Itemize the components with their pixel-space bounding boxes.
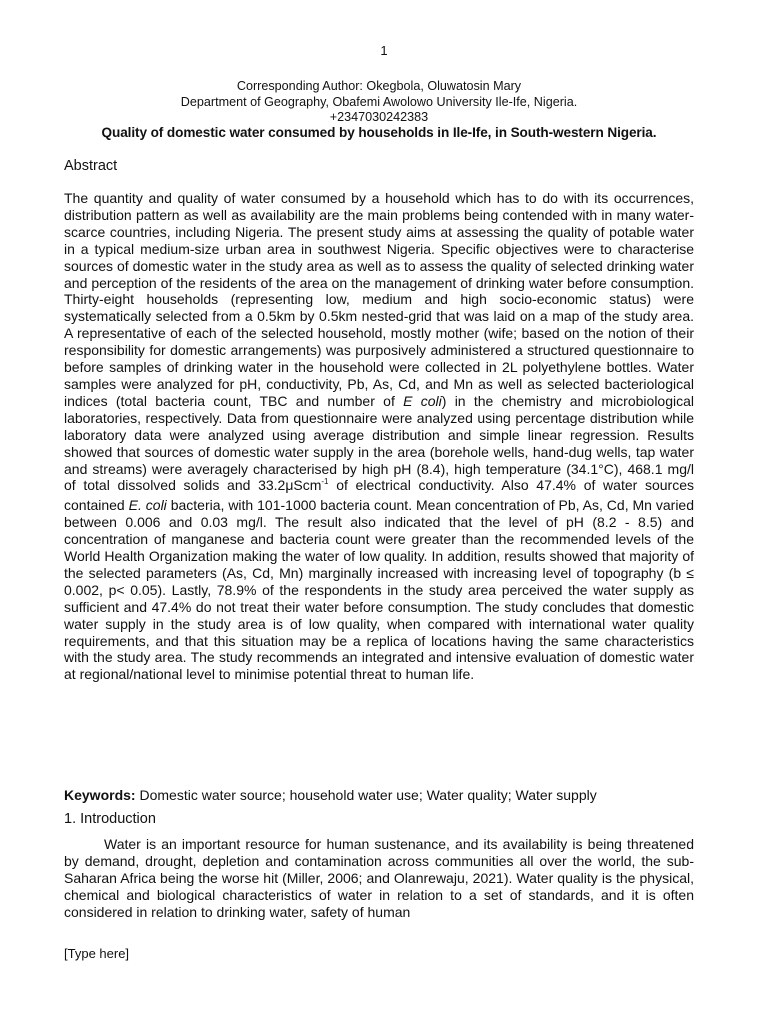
- author-name: Corresponding Author: Okegbola, Oluwatosin Mary: [236, 79, 522, 93]
- abstract-text-4: bacteria, with 101-1000 bacteria count. Mean concentration of Pb, As, Cd, Mn varied between 0.006 and 0.03 mg/l. The result also indicated that the level of pH (8.2 - 8.5) and concentration of manganese and bacteria count were greater than the recommended levels of the World Health Organization making the water of low quality. In addition, results showed that majority of the selected parameters (As, Cd, Mn) marginally increased with increasing level of topography (b ≤ 0.002, p< 0.05). Lastly, 78.9% of the respondents in the study area perceived the water supply as sufficient and 47.4% do not treat their water before consumption. The study concludes that domestic water supply in the study area is of low quality, when compared with international water quality requirements, and that this situation may be a replica of locations having the same characteristics with the study area. The study recommends an integrated and intensive evaluation of domestic water at regional/national level to minimise potential threat to human life.: [64, 497, 695, 683]
- author-block: [0, 79, 758, 126]
- author-affiliation: Department of Geography, Obafemi Awolowo University Ile-Ife, Nigeria.: [180, 94, 578, 109]
- keywords-label: Keywords:: [64, 787, 136, 803]
- abstract-ecoli-1: E coli: [403, 392, 442, 409]
- abstract-ecoli-2: E. coli: [128, 497, 167, 514]
- abstract-text-2: ) in the chemistry and microbiological laboratories, respectively. Data from questionnaire were analyzed using percentage distribution while laboratory data were analyzed using average distribution and simple linear regression. Results showed that sources of domestic water supply in the area (borehole wells, hand-dug wells, tap water and streams) were averagely characterised by high pH (8.4), high temperature (34.1°C), 468.1 mg/l of total dissolved solids and 33.2μScm: [64, 392, 695, 494]
- author-phone: +2347030242383: [329, 110, 429, 124]
- abstract-superscript: -1: [321, 477, 329, 487]
- abstract-heading: Abstract: [64, 158, 118, 174]
- paper-title: Quality of domestic water consumed by households in Ile-Ife, in South-western Nigeria.: [101, 125, 657, 140]
- keywords-text: Domestic water source; household water use; Water quality; Water supply: [135, 787, 597, 803]
- introduction-heading: 1. Introduction: [64, 811, 156, 827]
- page-number: 1: [380, 43, 388, 58]
- abstract-text-1: The quantity and quality of water consumed by a household which has to do with its occurrences, distribution pattern as well as availability are the main problems being contended with in many water-scarce countries, including Nigeria. The present study aims at assessing the quality of potable water in a typical medium-size urban area in southwest Nigeria. Specific objectives were to characterise sources of domestic water in the study area as well as to assess the quality of selected drinking water and perception of the residents of the area on the management of drinking water before consumption. Thirty-eight households (representing low, medium and high socio-economic status) were systematically selected from a 0.5km by 0.5km nested-grid that was laid on a map of the study area. A representative of each of the selected household, mostly mother (wife; based on the notion of their responsibility for domestic arrangements) was purposively administered a structured questionnaire to before samples of drinking water in the household were collected in 2L polyethylene bottles. Water samples were analyzed for pH, conductivity, Pb, As, Cd, and Mn as well as selected bacteriological indices (total bacteria count, TBC and number of: [64, 190, 694, 409]
- footer-placeholder: [Type here]: [64, 946, 130, 961]
- abstract-text-3: of electrical conductivity. Also 47.4% of water sources contained: [64, 477, 694, 514]
- introduction-body: Water is an important resource for human sustenance, and its availability is being threatened by demand, drought, depletion and contamination across communities all over the world, the sub-Saharan Africa being the worse hit (Miller, 2006; and Olanrewaju, 2021). Water quality is the physical, chemical and biological characteristics of water in relation to a set of standards, and it is often considered in relation to drinking water, safety of human: [64, 836, 694, 920]
- keywords: [64, 787, 597, 803]
- abstract-body: [64, 190, 694, 683]
